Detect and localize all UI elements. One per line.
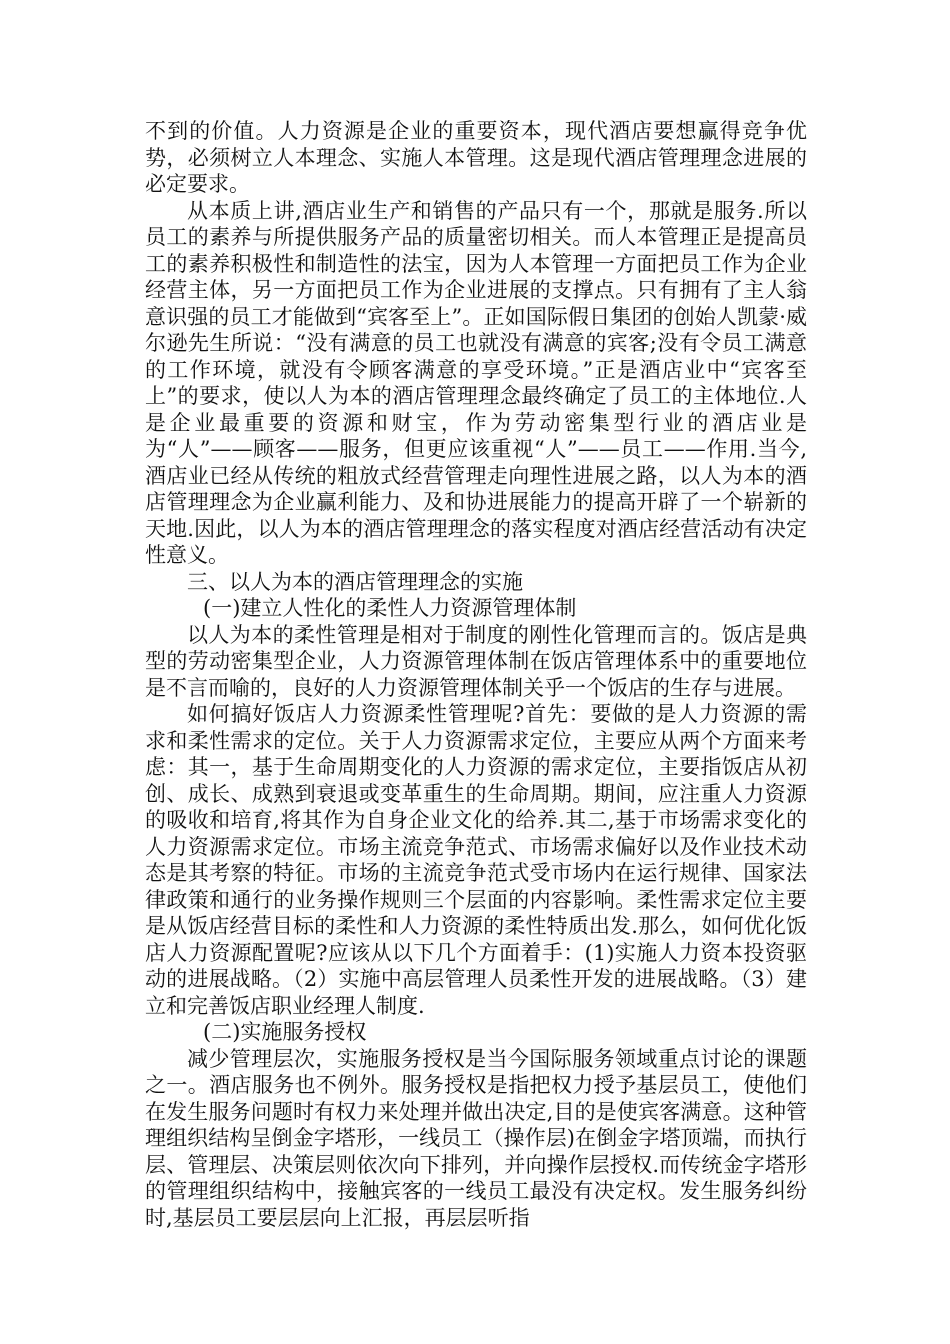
- paragraph-service-authorization: 减少管理层次，实施服务授权是当今国际服务领域重点讨论的课题之一。酒店服务也不例外。服务授权是指把权力授予基层员工，使他们在发生服务问题时有权力来处理并做出决定,目的是使宾客满意。这种管理组织结构呈倒金字塔形，一线员工（操作层)在倒金字塔顶端，而执行层、管理层、决策层则依次向下排列，并向操作层授权.而传统金字塔形的管理组织结构中，接触宾客的一线员工最没有决定权。发生服务纠纷时,基层员工要层层向上汇报，再层层听指: [145, 1046, 807, 1230]
- subsection-heading-flexible-hr: (一)建立人性化的柔性人力资源管理体制: [203, 596, 577, 620]
- paragraph-hr-positioning: 如何搞好饭店人力资源柔性管理呢?首先：要做的是人力资源的需求和柔性需求的定位。关于人力资源需求定位，主要应从两个方面来考虑：其一，基于生命周期变化的人力资源的需求定位，主要指饭店从初创、成长、成熟到衰退或变革重生的生命周期。期间，应注重人力资源的吸收和培育,将其作为自身企业文化的给养.其二,基于市场需求变化的人力资源需求定位。市场主流竞争范式、市场需求偏好以及作业技术动态是其考察的特征。市场的主流竞争范式受市场内在运行规律、国家法律政策和通行的业务操作规则三个层面的内容影响。柔性需求定位主要是从饭店经营目标的柔性和人力资源的柔性特质出发.那么，如何优化饭店人力资源配置呢?应该从以下几个方面着手：(1)实施人力资本投资驱动的进展战略。（2）实施中高层管理人员柔性开发的进展战略。（3）建立和完善饭店职业经理人制度.: [145, 702, 807, 1018]
- subsection-heading-service-authorization: (二)实施服务授权: [203, 1020, 367, 1044]
- paragraph-flexible-management: 以人为本的柔性管理是相对于制度的刚性化管理而言的。饭店是典型的劳动密集型企业，人力资源管理体制在饭店管理体系中的重要地位是不言而喻的，良好的人力资源管理体制关乎一个饭店的生存与进展。: [145, 622, 807, 700]
- paragraph-service-essence: 从本质上讲,酒店业生产和销售的产品只有一个，那就是服务.所以员工的素养与所提供服务产品的质量密切相关。而人本管理正是提高员工的素养积极性和制造性的法宝，因为人本管理一方面把员工作为企业经营主体，另一方面把员工作为企业进展的支撑点。只有拥有了主人翁意识强的员工才能做到“宾客至上”。正如国际假日集团的创始人凯蒙·威尔逊先生所说：“没有满意的员工也就没有满意的宾客;没有令员工满意的工作环境，就没有令顾客满意的享受环境。”正是酒店业中“宾客至上”的要求，使以人为本的酒店管理理念最终确定了员工的主体地位.人是企业最重要的资源和财宝，作为劳动密集型行业的酒店业是为“人”——顾客——服务，但更应该重视“人”——员工——作用.当今,酒店业已经从传统的粗放式经营管理走向理性进展之路，以人为本的酒店管理理念为企业赢利能力、及和协进展能力的提高开辟了一个崭新的天地.因此，以人为本的酒店管理理念的落实程度对酒店经营活动有决定性意义。: [145, 198, 807, 567]
- paragraph-continuation: 不到的价值。人力资源是企业的重要资本，现代酒店要想赢得竞争优势，必须树立人本理念、实施人本管理。这是现代酒店管理理念进展的必定要求。: [145, 119, 807, 196]
- document-page: [145, 118, 807, 1231]
- section-heading-implementation: 三、以人为本的酒店管理理念的实施: [187, 569, 523, 594]
